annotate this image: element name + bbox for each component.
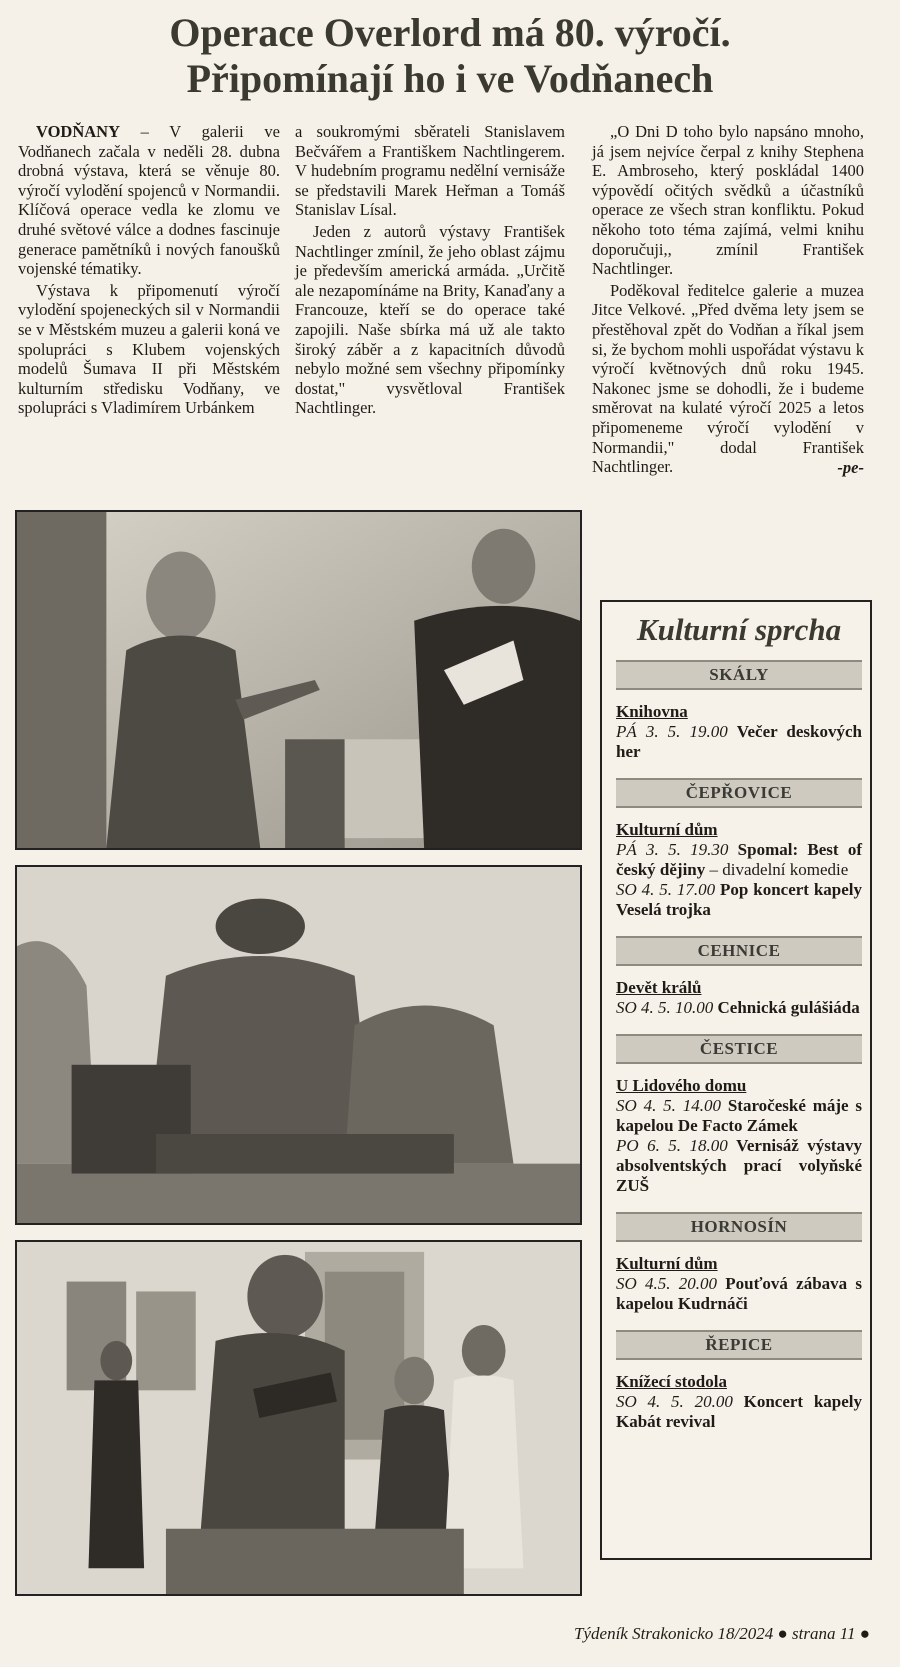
event-time: SO 4. 5. 14.00 [616,1096,721,1115]
venue-name: Knihovna [616,702,688,721]
page-footer: Týdeník Strakonicko 18/2024 ● strana 11 ● [574,1624,870,1643]
event-item [616,840,862,880]
event-time: PÁ 3. 5. 19.30 [616,840,729,859]
town-header: CEHNICE [616,936,862,966]
venue-name: Devět králů [616,978,702,997]
venue-name: Knížecí stodola [616,1372,727,1391]
event-item [616,1392,862,1432]
event-time: PO 6. 5. 18.00 [616,1136,728,1155]
town-group [616,936,862,1018]
event-title: Cehnická gulášiáda [717,998,860,1017]
photo-visitors [15,1240,582,1596]
paragraph: VODŇANY – V galerii ve Vodňanech začala v neděli 28. dubna drobná výstava, která se věnuje 80. výročí vylodění spojenců v Normandii. Klíčová operace vedla ke zlomu ve druhé světové válce a dodnes fascinuje generace pamětníků i nových fanoušků vojenské tématiky. [18,122,280,279]
event-time: SO 4. 5. 10.00 [616,998,714,1017]
event-title: Koncert kapely Kabát revival [616,1392,863,1431]
headline [40,10,860,102]
town-header: ČEPŘOVICE [616,778,862,808]
town-group [616,1034,862,1196]
paragraph: Poděkoval ředitelce galerie a muzea Jitce Velkové. „Před dvěma lety jsem se přestěhoval zpět do Vodňan a říkal jsem si, že bychom mohli uspořádat výstavu k výročí květnových dnů roku 1945. Nakonec jsme se dohodli, že i budeme směrovat na kulaté výročí 2025 a letos připomeneme výročí vylodění v Normandii," dodal František Nachtlinger. [592,280,864,477]
event-item [616,998,862,1018]
town-header: ČESTICE [616,1034,862,1064]
author-signature: -pe- [837,457,864,477]
event-item [616,1274,862,1314]
event-time: SO 4. 5. 17.00 [616,880,716,899]
venue-name: Kulturní dům [616,1254,718,1273]
event-item [616,1096,862,1136]
events-list [616,660,862,1432]
article-column-2 [295,122,565,418]
event-item [616,880,862,920]
event-title: Spomal: Best of český dějiny [616,840,862,879]
town-group [616,1330,862,1432]
event-title: Pop koncert kapely Veselá trojka [616,880,862,919]
paragraph: Jeden z autorů výstavy František Nachtlinger zmínil, že jeho oblast zájmu je především americká armáda. „Určitě ale nezapomínáme na Brity, Kanaďany a Francouze, kteří se do operace také zapojili. Naše sbírka má už ale takto široký záběr a z kapacitních důvodů nebylo možné sem všechny připomínky dostat," vysvětloval František Nachtlinger. [295,221,565,418]
town-header: SKÁLY [616,660,862,690]
town-header: HORNOSÍN [616,1212,862,1242]
article-column-1 [18,122,280,418]
event-item [616,1136,862,1196]
event-title: Pouťová zábava s kapelou Kudrnáči [616,1274,863,1313]
paragraph: Výstava k připomenutí výročí vylodění spojeneckých sil v Normandii se v Městském muzeu a galerii koná ve spolupráci s Klubem vojenských modelů Šumava II při Městském kulturním středisku Vodňany, ve spolupráci s Vladimírem Urbánkem [18,280,280,418]
event-time: SO 4. 5. 20.00 [616,1392,733,1411]
headline-line2: Připomínají ho i ve Vodňanech [186,56,714,101]
culture-sidebar [600,600,872,1560]
venue-name: Kulturní dům [616,820,718,839]
town-group [616,778,862,920]
event-extra: – divadelní komedie [705,860,849,879]
event-time: PÁ 3. 5. 19.00 [616,722,728,741]
town-group [616,660,862,762]
event-title: Večer deskových her [616,722,862,761]
paragraph: „O Dni D toho bylo napsáno mnoho, já jsem nejvíce čerpal z knihy Stephena E. Ambroseho, který poskládal 1400 výpovědí očitých svědků a účastníků operace ze všech stran konfliktu. Pokud někoho toto téma zajímá, velmi knihu doporučuji,, zmínil František Nachtlinger. [592,122,864,279]
event-time: SO 4.5. 20.00 [616,1274,717,1293]
article-column-3 [592,122,864,477]
photo-uniform-display [15,865,582,1225]
photo-exhibition-hosts [15,510,582,850]
dateline: VODŇANY [36,122,120,141]
town-header: ŘEPICE [616,1330,862,1360]
paragraph: a soukromými sběrateli Stanislavem Bečvářem a Františkem Nachtlingerem. V hudebním programu nedělní vernisáže se představili Marek Heřman a Tomáš Stanislav Lísal. [295,122,565,220]
event-item [616,722,862,762]
event-title: Vernisáž výstavy absolventských prací volyňské ZUŠ [616,1136,862,1195]
venue-name: U Lidového domu [616,1076,747,1095]
event-title: Staročeské máje s kapelou De Facto Zámek [616,1096,863,1135]
town-group [616,1212,862,1314]
sidebar-title: Kulturní sprcha [636,612,842,647]
headline-line1: Operace Overlord má 80. výročí. [169,10,731,55]
